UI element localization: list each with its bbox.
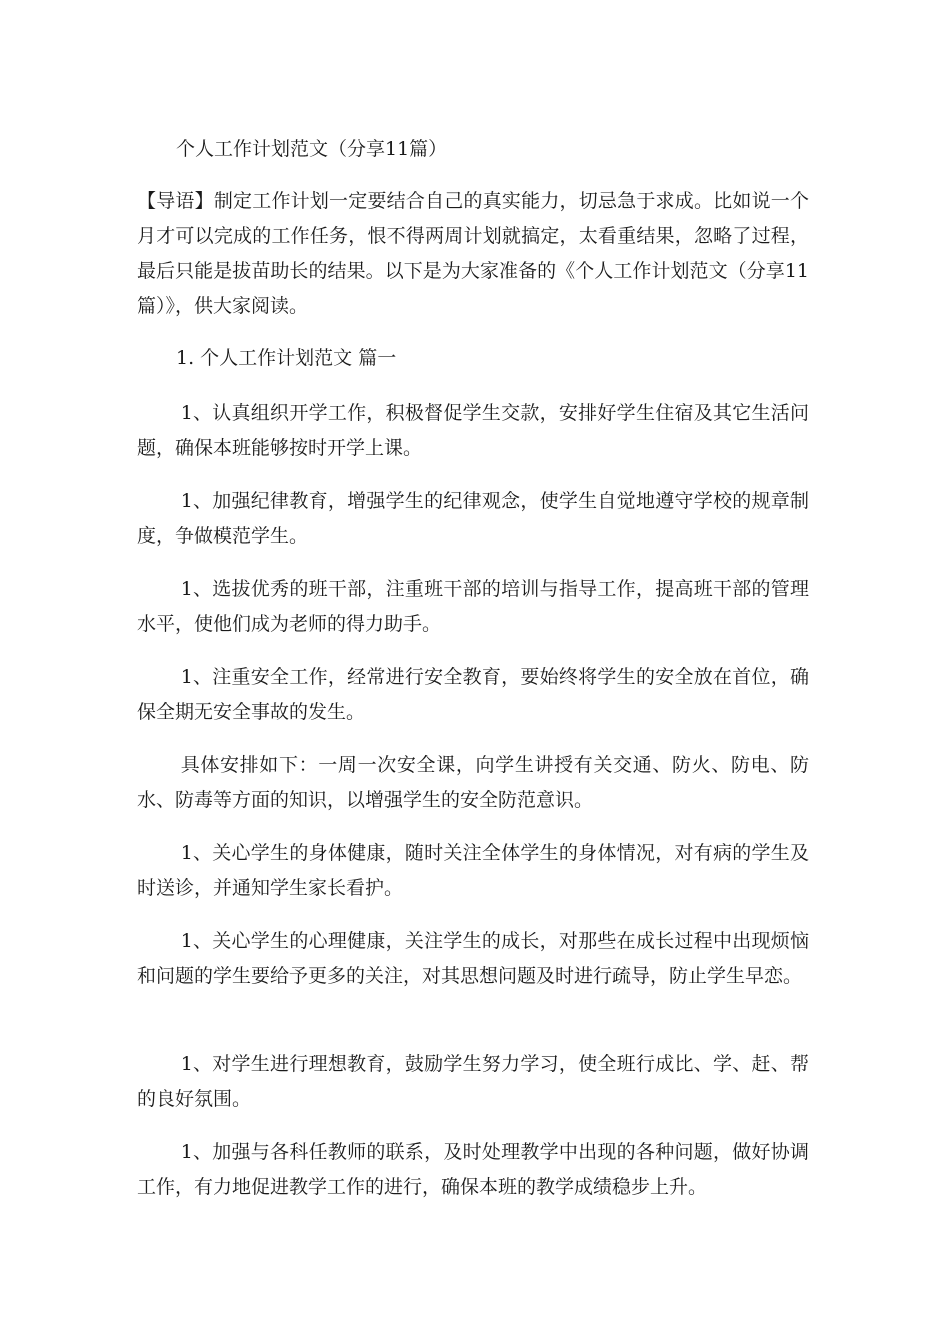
paragraph-8: 1、对学生进行理想教育，鼓励学生努力学习，使全班行成比、学、赶、帮的良好氛围。 xyxy=(137,1053,809,1110)
paragraph-2: 1、加强纪律教育，增强学生的纪律观念，使学生自觉地遵守学校的规章制度，争做模范学生。 xyxy=(137,490,809,547)
section-heading: 1. 个人工作计划范文 篇一 xyxy=(176,347,397,369)
paragraph-6: 1、关心学生的身体健康，随时关注全体学生的身体情况，对有病的学生及时送诊，并通知学生家长看护。 xyxy=(137,842,809,899)
paragraph-1: 1、认真组织开学工作，积极督促学生交款，安排好学生住宿及其它生活问题，确保本班能够按时开学上课。 xyxy=(137,402,809,459)
paragraph-5: 具体安排如下：一周一次安全课，向学生讲授有关交通、防火、防电、防水、防毒等方面的知识，以增强学生的安全防范意识。 xyxy=(137,754,809,811)
paragraph-4: 1、注重安全工作，经常进行安全教育，要始终将学生的安全放在首位，确保全期无安全事故的发生。 xyxy=(137,666,809,723)
document-title: 个人工作计划范文（分享11篇） xyxy=(176,138,448,160)
paragraph-3: 1、选拔优秀的班干部，注重班干部的培训与指导工作，提高班干部的管理水平，使他们成为老师的得力助手。 xyxy=(137,578,809,635)
paragraph-9: 1、加强与各科任教师的联系，及时处理教学中出现的各种问题，做好协调工作，有力地促进教学工作的进行，确保本班的教学成绩稳步上升。 xyxy=(137,1141,809,1198)
paragraph-7: 1、关心学生的心理健康，关注学生的成长，对那些在成长过程中出现烦恼和问题的学生要给予更多的关注，对其思想问题及时进行疏导，防止学生早恋。 xyxy=(137,930,809,987)
intro-paragraph: 【导语】制定工作计划一定要结合自己的真实能力，切忌急于求成。比如说一个月才可以完成的工作任务，恨不得两周计划就搞定，太看重结果，忽略了过程，最后只能是拔苗助长的结果。以下是为大家准备的《个人工作计划范文（分享11篇）》，供大家阅读。 xyxy=(137,190,809,317)
